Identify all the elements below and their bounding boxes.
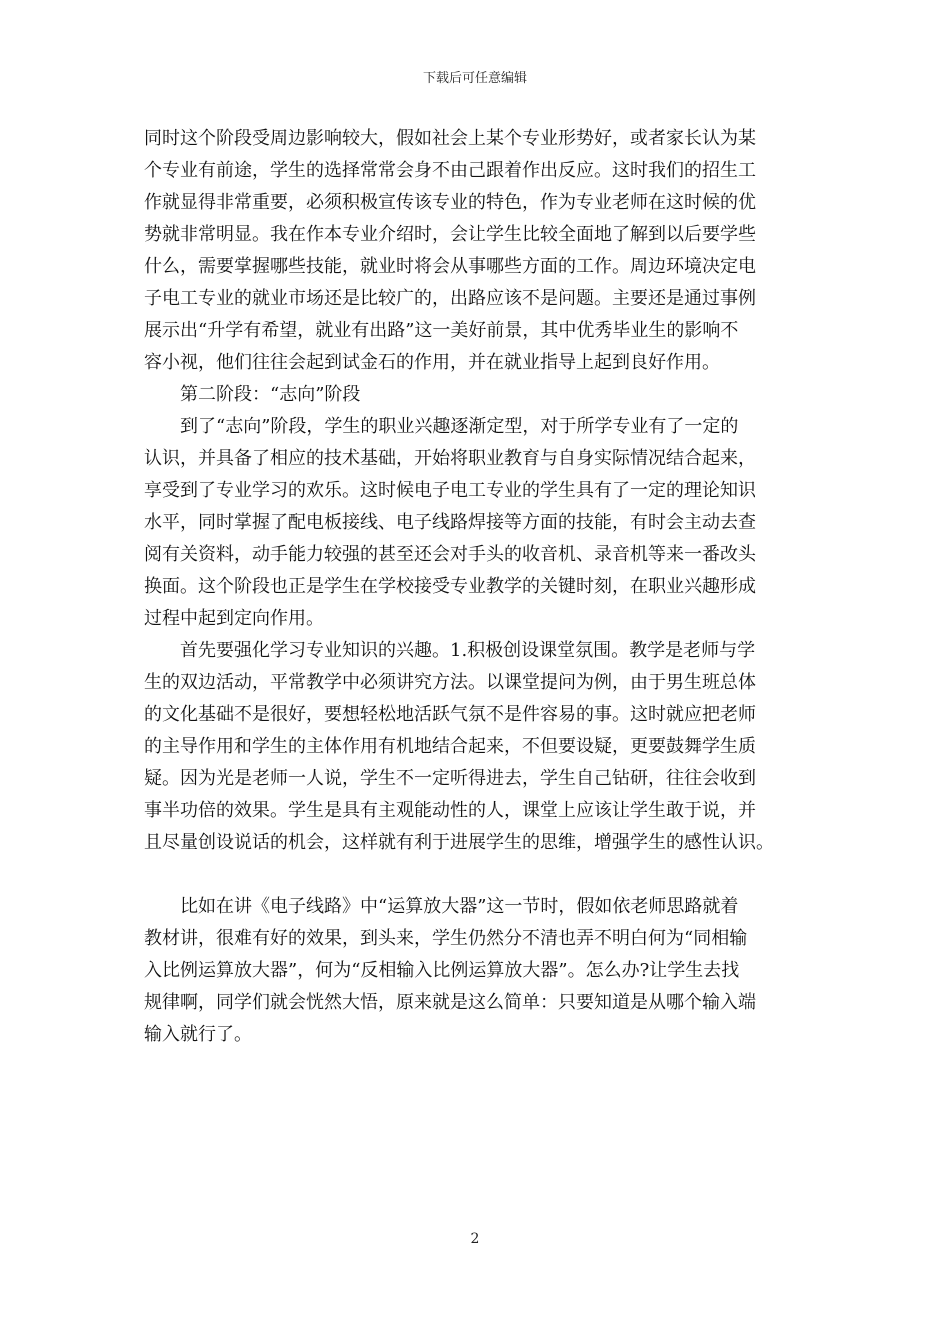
text-line: 事半功倍的效果。学生是具有主观能动性的人，课堂上应该让学生敢于说，并 <box>144 800 756 821</box>
text-line: 什么，需要掌握哪些技能，就业时将会从事哪些方面的工作。周边环境决定电 <box>144 256 756 277</box>
blank-line <box>144 859 820 891</box>
text-line: 规律啊，同学们就会恍然大悟，原来就是这么简单：只要知道是从哪个输入端 <box>144 992 756 1013</box>
body-text <box>144 123 820 1051</box>
text-line: 子电工专业的就业市场还是比较广的，出路应该不是问题。主要还是通过事例 <box>144 288 756 309</box>
text-line: 阅有关资料，动手能力较强的甚至还会对手头的收音机、录音机等来一番改头 <box>144 544 756 565</box>
text-line: 水平，同时掌握了配电板接线、电子线路焊接等方面的技能，有时会主动去查 <box>144 512 756 533</box>
text-line: 换面。这个阶段也正是学生在学校接受专业教学的关键时刻，在职业兴趣形成 <box>144 576 756 597</box>
text-line: 过程中起到定向作用。 <box>144 608 324 629</box>
text-line: 容小视，他们往往会起到试金石的作用，并在就业指导上起到良好作用。 <box>144 352 720 373</box>
text-line: 展示出“升学有希望，就业有出路”这一美好前景，其中优秀毕业生的影响不 <box>144 320 739 341</box>
text-line: 的文化基础不是很好，要想轻松地活跃气氛不是件容易的事。这时就应把老师 <box>144 704 756 725</box>
text-line: 同时这个阶段受周边影响较大，假如社会上某个专业形势好，或者家长认为某 <box>144 128 756 149</box>
text-line: 教材讲，很难有好的效果，到头来，学生仍然分不清也弄不明白何为“同相输 <box>144 928 748 949</box>
text-line: 生的双边活动，平常教学中必须讲究方法。以课堂提问为例，由于男生班总体 <box>144 672 756 693</box>
page-header: 下载后可任意编辑 <box>422 71 527 86</box>
text-line: 认识，并具备了相应的技术基础，开始将职业教育与自身实际情况结合起来， <box>144 448 756 469</box>
text-line: 比如在讲《电子线路》中“运算放大器”这一节时，假如依老师思路就着 <box>144 896 739 917</box>
text-line: 且尽量创设说话的机会，这样就有利于进展学生的思维，增强学生的感性认识。 <box>144 832 774 853</box>
text-line: 首先要强化学习专业知识的兴趣。1.积极创设课堂氛围。教学是老师与学 <box>144 640 756 661</box>
text-line: 第二阶段：“志向”阶段 <box>144 384 361 405</box>
text-line: 输入就行了。 <box>144 1024 252 1045</box>
text-line: 势就非常明显。我在作本专业介绍时，会让学生比较全面地了解到以后要学些 <box>144 224 756 245</box>
text-line: 个专业有前途，学生的选择常常会身不由己跟着作出反应。这时我们的招生工 <box>144 160 756 181</box>
text-line: 到了“志向”阶段，学生的职业兴趣逐渐定型，对于所学专业有了一定的 <box>144 416 739 437</box>
text-line: 享受到了专业学习的欢乐。这时候电子电工专业的学生具有了一定的理论知识 <box>144 480 756 501</box>
text-line: 疑。因为光是老师一人说，学生不一定听得进去，学生自己钻研，往往会收到 <box>144 768 756 789</box>
text-line: 入比例运算放大器”，何为“反相输入比例运算放大器”。怎么办?让学生去找 <box>144 960 740 981</box>
text-line: 的主导作用和学生的主体作用有机地结合起来，不但要设疑，更要鼓舞学生质 <box>144 736 756 757</box>
text-line: 作就显得非常重要，必须积极宣传该专业的特色，作为专业老师在这时候的优 <box>144 192 756 213</box>
page-number: 2 <box>470 1231 480 1247</box>
